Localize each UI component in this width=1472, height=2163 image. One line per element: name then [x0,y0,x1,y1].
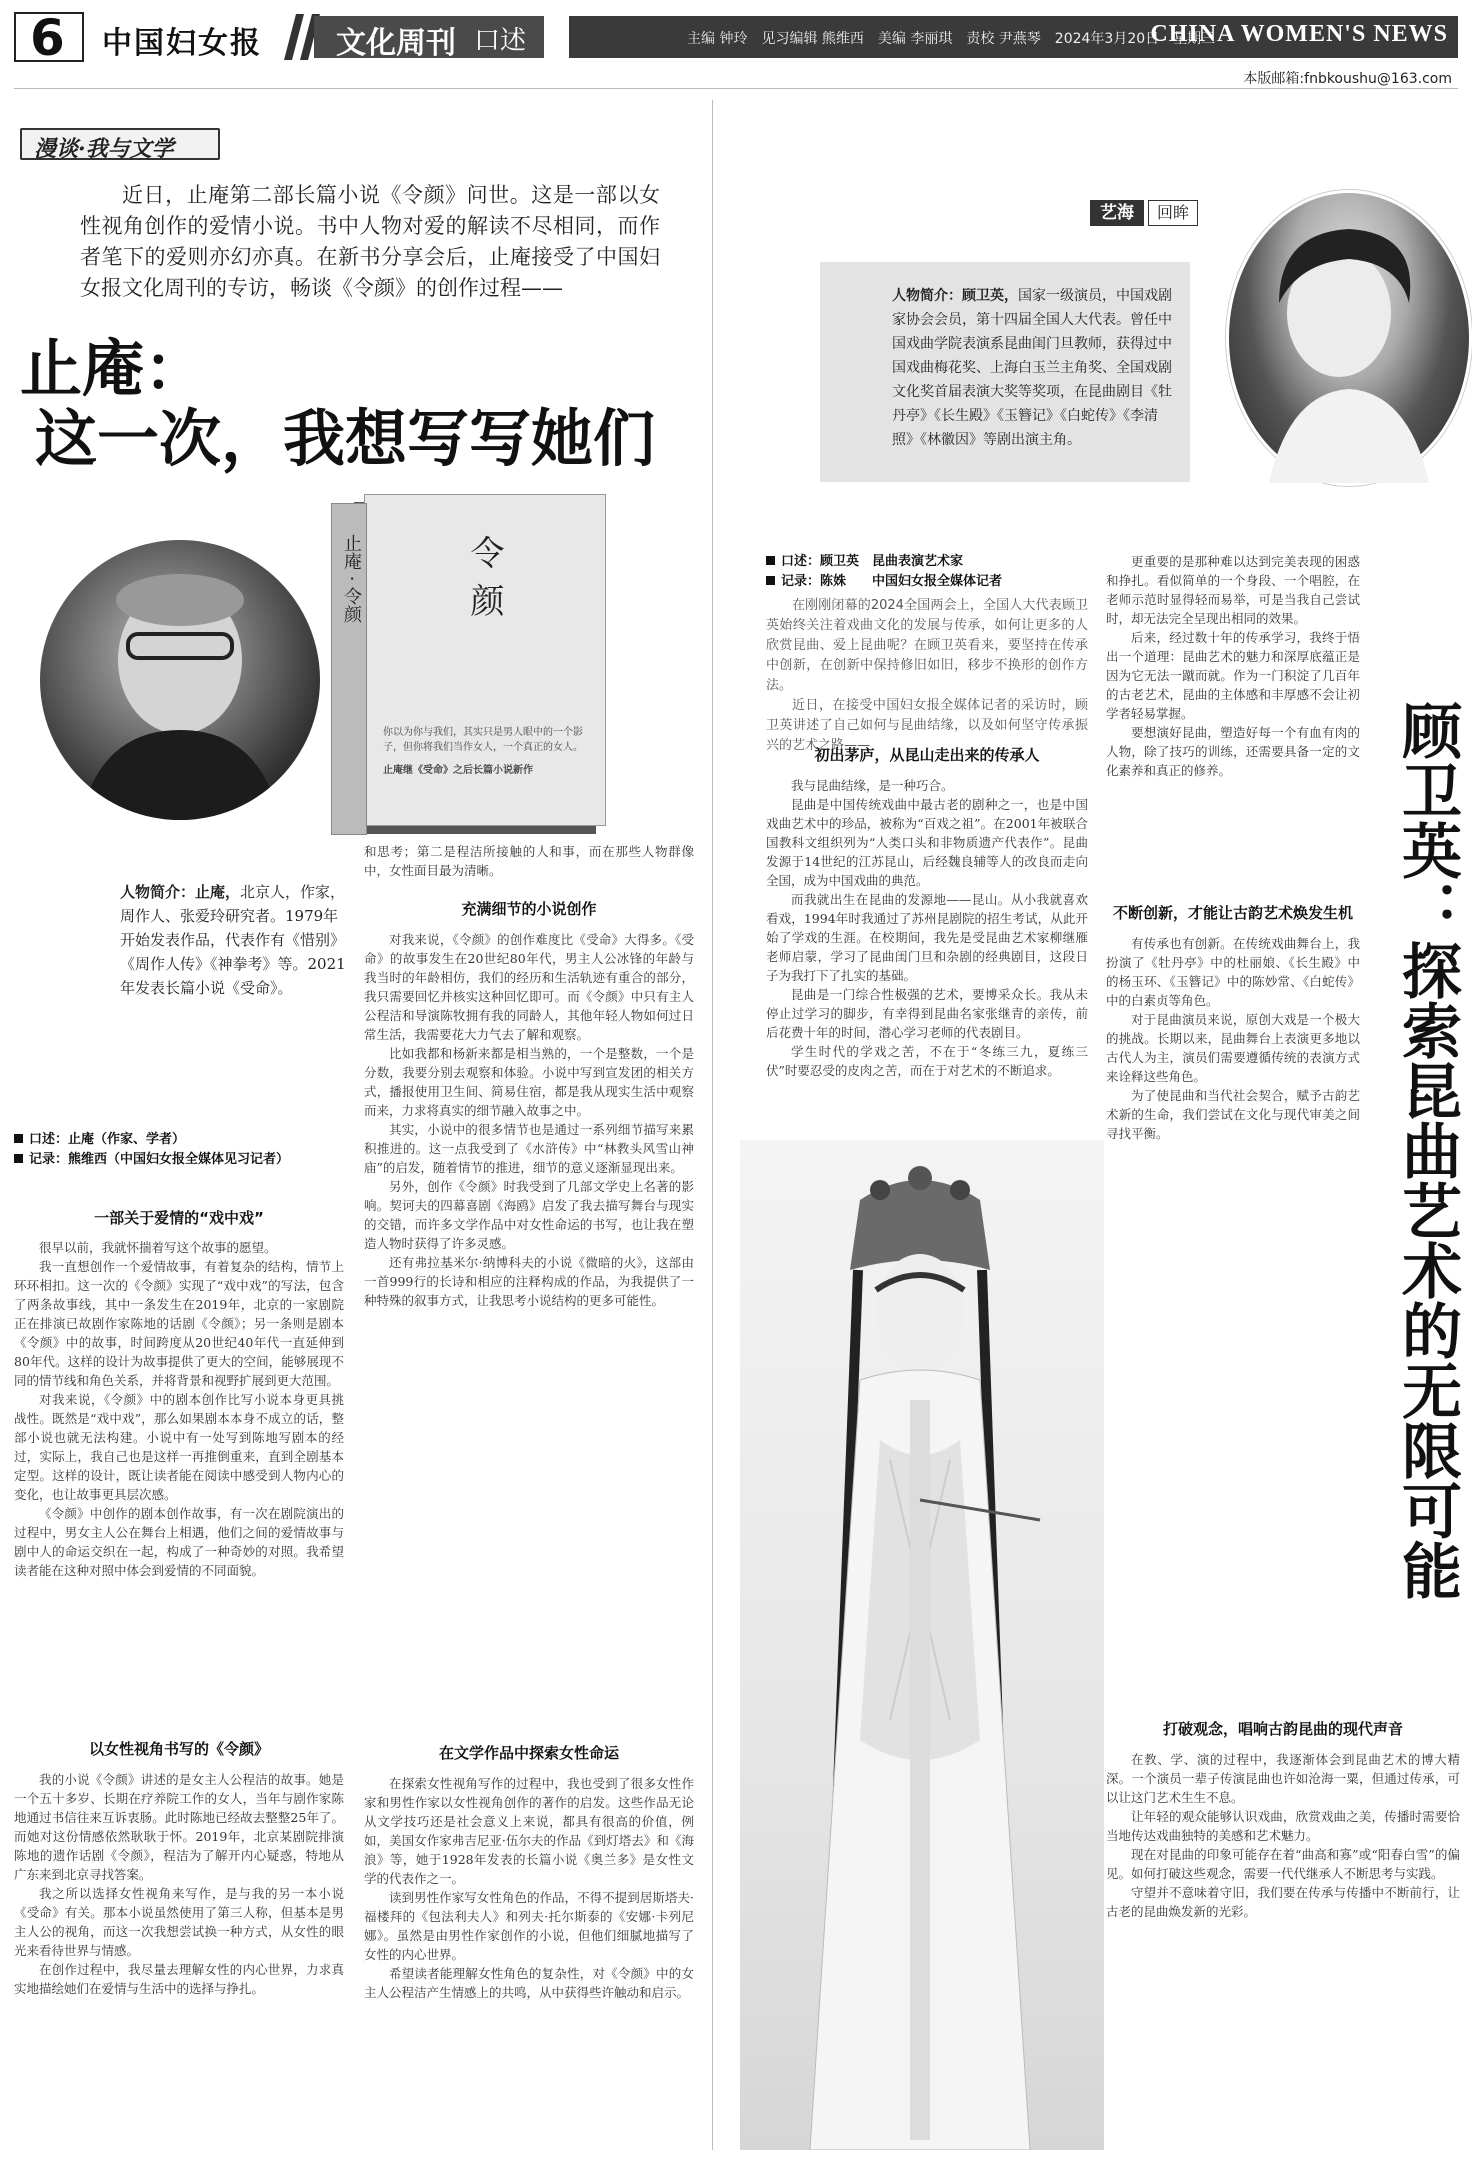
author-portrait-photo [40,540,320,820]
book-tagline [383,725,583,778]
column-tag-part-1: 艺海 [1090,200,1144,226]
paragraph: 让年轻的观众能够认识戏曲，欣赏戏曲之美，传播时需要恰当地传达戏曲独特的美感和艺术魅力。 [1106,1809,1460,1843]
rubric-box [20,128,220,160]
paragraph: 后来，经过数十年的传承学习，我终于悟出一个道理：昆曲艺术的魅力和深厚底蕴正是因为它无法一蹴而就。作为一门积淀了几百年的古老艺术，昆曲的主体感和丰厚感不会让初学者轻易掌握。 [1106,630,1360,721]
paragraph: 另外，创作《令颜》时我受到了几部文学史上名著的影响。契诃夫的四幕喜剧《海鸥》启发了我去描写舞台与现实的交错，而许多文学作品中对女性命运的书写，也让我在塑造人物时获得了许多灵感。 [364,1179,694,1251]
book-tagline-text: 你以为你与我们，其实只是男人眼中的一个影子，但你将我们当作女人，一个真正的女人。 [383,727,583,753]
paragraph: 学生时代的学戏之苦，不在于“冬练三九，夏练三伏”时要忍受的皮肉之苦，而在于对艺术的不断追求。 [766,1044,1088,1078]
left-credits [14,1130,344,1170]
credit-line [14,1130,344,1150]
author-bio-text: 北京人，作家，周作人、张爱玲研究者。1979年开始发表作品，代表作有《惜别》《周作人传》《神拳考》等。2021年发表长篇小说《受命》。 [120,883,346,997]
credit-line [14,1150,344,1170]
bullet-icon [766,576,775,585]
performer-bio-label: 人物简介：顾卫英， [892,288,1018,304]
page-number: 6 [30,9,65,67]
credit-narrator: 口述：顾卫英 昆曲表演艺术家 [781,554,964,569]
article-body-column [364,842,694,882]
paragraph: 昆曲是一门综合性极强的艺术，要博采众长。我从未停止过学习的脚步，有幸得到昆曲名家张继青的亲传，前后花费十年的时间，潜心学习老师的代表剧目。 [766,987,1088,1040]
paragraph: 比如我都和杨新来都是相当熟的，一个是整数，一个是分数，我要分别去观察和体验。小说中写到宣发团的相关方式，播报使用卫生间、简易住宿，都是我从现实生活中观察而来，力求将真实的细节融入故事之中。 [364,1046,694,1118]
article-body-column [766,776,1088,1126]
section-banner [314,16,544,61]
paragraph: 要想演好昆曲，塑造好每一个有血有肉的人物，除了技巧的训练，还需要具备一定的文化素养和真正的修养。 [1106,725,1360,778]
paragraph: 为了使昆曲和当代社会契合，赋予古韵艺术新的生命，我们尝试在文化与现代审美之间寻找平衡。 [1106,1088,1360,1141]
right-headline: 顾卫英：探索昆曲艺术的无限可能 [1392,700,1462,1600]
paragraph: 和思考；第二是程洁所接触的人和事，而在那些人物群像中，女性面目最为清晰。 [364,844,694,878]
book-cover [341,494,606,826]
paragraph: 我一直想创作一个爱情故事，有着复杂的结构，情节上环环相扣。这一次的《令颜》实现了“戏中戏”的写法，包含了两条故事线，其中一条发生在2019年，北京的一家剧院正在排演已故剧作家陈地的话剧《令颜》；另一条则是剧本《令颜》中的故事，时间跨度从20世纪40年代一直延伸到80年代。这样的设计为故事提供了更大的空间，能够展现不同的情节线和角色关系，并将背景和视野扩展到更大范围。 [14,1259,344,1388]
rubric-label: 漫谈·我与文学 [34,136,174,162]
paragraph: 读到男性作家写女性角色的作品，不得不提到居斯塔夫·福楼拜的《包法利夫人》和列夫·托尔斯泰的《安娜·卡列尼娜》。虽然是由男性作家创作的小说，但他们细腻地描写了女性的内心世界。 [364,1890,694,1962]
section-heading: 打破观念，唱响古韵昆曲的现代声音 [1162,1720,1403,1738]
paragraph: 我与昆曲结缘，是一种巧合。 [791,778,954,793]
performer-portrait-photo [1226,190,1472,486]
credit-line [766,552,1086,572]
paragraph: 有传承也有创新。在传统戏曲舞台上，我扮演了《牡丹亭》中的杜丽娘、《长生殿》中的杨玉环、《玉簪记》中的陈妙常、《白蛇传》中的白素贞等角色。 [1106,936,1360,1008]
paper-name-logo: 中国妇女报 [102,26,262,61]
story-lead: 近日，止庵第二部长篇小说《令颜》问世。这是一部以女性视角创作的爱情小说。书中人物对爱的解读不尽相同，而作者笔下的爱则亦幻亦真。在新书分享会后，止庵接受了中国妇女报文化周刊的专访，畅谈《令颜》的创作过程—— [80,183,660,300]
section-heading: 在文学作品中探索女性命运 [438,1744,619,1762]
section-heading: 初出茅庐，从昆山走出来的传承人 [814,746,1040,764]
credit-recorder: 记录：陈姝 中国妇女报全媒体记者 [781,574,1003,589]
headline-line-1: 止庵： [20,332,207,405]
section-heading: 不断创新，才能让古韵艺术焕发生机 [1112,904,1353,922]
bullet-icon [766,556,775,565]
column-name: 口述 [474,26,527,56]
performer-bio [892,284,1177,452]
paragraph: 对我来说，《令颜》中的剧本创作比写小说本身更具挑战性。既然是“戏中戏”，那么如果剧本本身不成立的话，整部小说也就无法构建。小说中有一处写到陈地写剧本的经过，实际上，我自己也是这样一再推倒重来，直到全剧基本定型。这样的设计，既让读者能在阅读中感受到人物内心的变化，也让故事更具层次感。 [14,1392,344,1502]
story-lead [766,596,1088,756]
paragraph: 在刚刚闭幕的2024全国两会上，全国人大代表顾卫英始终关注着戏曲文化的发展与传承，如何让更多的人欣赏昆曲、爱上昆曲呢？在顾卫英看来，要坚持在传承中创新，在创新中保持修旧如旧，移步不换形的创作方法。 [766,598,1088,693]
credits-bar [569,16,1458,58]
column-tag [1090,200,1198,226]
book-spine [331,503,367,835]
paragraph: 其实，小说中的很多情节也是通过一系列细节描写来累积推进的。这一点我受到了《水浒传》中“林教头风雪山神庙”的启发，随着情节的推进，细节的意义逐渐显现出来。 [364,1122,694,1175]
page-email: 本版邮箱:fnbkoushu@163.com [1243,71,1452,87]
editorial-credits: 主编 钟玲 见习编辑 熊维西 美编 李丽琪 责校 尹燕琴 2024年3月20日 星期三 [687,31,1216,47]
book-spine-title: 止庵 · 令颜 [341,534,362,624]
credit-line [766,572,1086,592]
article-body-column [364,1774,694,2154]
paragraph: 希望读者能理解女性角色的复杂性，对《令颜》中的女主人公程洁产生情感上的共鸣，从中获得些许触动和启示。 [364,1966,694,2000]
article-body-column [1106,934,1360,1704]
book-title: 令颜 [464,535,504,631]
article-body-column [1106,552,1360,912]
paragraph: 对我来说，《令颜》的创作难度比《受命》大得多。《受命》的故事发生在20世纪80年代，男主人公冰锋的年龄与我当时的年龄相仿，我们的经历和生活轨迹有重合的部分，我只需要回忆并核实这种回忆即可。而《令颜》中只有主人公程洁和导演陈牧拥有我的同龄人，其他年轻人物如何过日常生活，我需要花大力气去了解和观察。 [364,932,694,1042]
article-body-column [364,930,694,1730]
paragraph: 近日，在接受中国妇女报全媒体记者的采访时，顾卫英讲述了自己如何与昆曲结缘，以及如何坚守传承振兴的艺术之路—— [766,698,1088,753]
paragraph: 我的小说《令颜》讲述的是女主人公程洁的故事。她是一个五十多岁、长期在疗养院工作的女人，当年与剧作家陈地通过书信往来互诉衷肠。此时陈地已经故去整整25年了。而她对这份情感依然耿耿于怀。2019年，北京某剧院排演陈地的遗作话剧《令颜》，程洁为了解开内心疑惑，特地从广东来到北京寻找答案。 [14,1772,344,1882]
author-bio [120,880,350,1000]
section-heading: 以女性视角书写的《令颜》 [88,1740,269,1758]
section-heading: 一部关于爱情的“戏中戏” [94,1209,264,1227]
column-tag-part-2: 回眸 [1148,200,1198,226]
paragraph: 《令颜》中创作的剧本创作故事，有一次在剧院演出的过程中，男女主人公在舞台上相遇，他们之间的爱情故事与剧中人的命运交织在一起，构成了一种奇妙的对照。我希望读者能在这种对照中体会到爱情的不同面貌。 [14,1506,344,1578]
paragraph: 对于昆曲演员来说，原创大戏是一个极大的挑战。长期以来，昆曲舞台上表演更多地以古代人为主，演员们需要遵循传统的表演方式来诠释这些角色。 [1106,1012,1360,1084]
paragraph: 在教、学、演的过程中，我逐渐体会到昆曲艺术的博大精深。一个演员一辈子传演昆曲也许如沧海一粟，但通过传承，可以让这门艺术生生不息。 [1106,1752,1460,1805]
portrait-silhouette-icon [1229,193,1469,483]
opera-performer-photo [740,1140,1104,2150]
brand-english-name: CHINA WOMEN'S NEWS [1150,21,1448,47]
masthead-divider [14,88,1458,89]
paragraph: 现在对昆曲的印象可能存在着“曲高和寡”或“阳春白雪”的偏见。如何打破这些观念，需要一代代继承人不断思考与实践。 [1106,1847,1460,1881]
paragraph: 在探索女性视角写作的过程中，我也受到了很多女性作家和男性作家以女性视角创作的著作的启发。这些作品无论从文学技巧还是社会意义上来说，都具有很高的价值，例如，美国女作家弗吉尼亚·伍尔夫的作品《到灯塔去》和《海浪》等，她于1928年发表的长篇小说《奥兰多》是女性文学的代表作之一。 [364,1776,694,1886]
paragraph: 还有弗拉基米尔·纳博科夫的小说《微暗的火》，这部由一首999行的长诗和相应的注释构成的作品，为我提供了一种特殊的叙事方式，让我思考小说结构的更多可能性。 [364,1255,694,1308]
right-credits [766,552,1086,592]
paragraph: 守望并不意味着守旧，我们要在传承与传播中不断前行，让古老的昆曲焕发新的光彩。 [1106,1885,1460,1919]
bio-box [820,262,1190,482]
masthead [14,9,1458,67]
book-series-note: 止庵继《受命》之后长篇小说新作 [383,765,533,776]
page-number-box [14,9,84,67]
article-body-column [14,1770,344,2155]
bullet-icon [14,1154,23,1163]
portrait-silhouette-icon [40,540,320,820]
headline-line-2: 这一次，我想写写她们 [35,402,656,475]
paragraph: 昆曲是中国传统戏曲中最古老的剧种之一，也是中国戏曲艺术中的珍品，被称为“百戏之祖”。在2001年被联合国教科文组织列为“人类口头和非物质遗产代表作”。昆曲发源于14世纪的江苏昆山，后经魏良辅等人的改良而走向全国，成为中国戏曲的典范。 [766,797,1088,888]
paragraph: 而我就出生在昆曲的发源地——昆山。从小我就喜欢看戏，1994年时我通过了苏州昆剧院的招生考试，从此开始了学戏的生涯。在校期间，我先是受昆曲艺术家柳继雁老师启蒙，学习了昆曲闺门旦和杂剧的经典剧目，这段日子为我打下了扎实的基础。 [766,892,1088,983]
article-body-column [1106,1750,1460,2150]
paragraph: 很早以前，我就怀揣着写这个故事的愿望。 [39,1240,277,1255]
paragraph: 更重要的是那种难以达到完美表现的困惑和挣扎。看似简单的一个身段、一个唱腔，在老师示范时显得轻而易举，可是当我自己尝试时，却无法完全呈现出相同的效果。 [1106,554,1360,626]
performer-bio-text: 国家一级演员，中国戏剧家协会会员，第十四届全国人大代表。曾任中国戏曲学院表演系昆曲闺门旦教师，获得过中国戏曲梅花奖、上海白玉兰主角奖、全国戏剧文化奖首届表演大奖等奖项，在昆曲剧目《牡丹亭》《长生殿》《玉簪记》《白蛇传》《李清照》《林徽因》等剧出演主角。 [892,288,1172,448]
article-body-column [14,1238,344,1728]
author-bio-label: 人物简介：止庵， [120,883,241,901]
section-name: 文化周刊 [336,26,456,61]
credit-narrator: 口述：止庵（作家、学者） [29,1132,186,1147]
credit-recorder: 记录：熊维西（中国妇女报全媒体见习记者） [29,1152,290,1167]
paragraph: 在创作过程中，我尽量去理解女性的内心世界，力求真实地描绘她们在爱情与生活中的选择与挣扎。 [14,1962,344,1996]
section-heading: 充满细节的小说创作 [461,900,597,918]
bullet-icon [14,1134,23,1143]
opera-performer-illustration-icon [740,1140,1104,2150]
story-divider [712,100,713,2150]
paragraph: 我之所以选择女性视角来写作，是与我的另一本小说《受命》有关。那本小说虽然使用了第三人称，但基本是男主人公的视角，而这一次我想尝试换一种方式，从女性的眼光来看待世界与情感。 [14,1886,344,1958]
